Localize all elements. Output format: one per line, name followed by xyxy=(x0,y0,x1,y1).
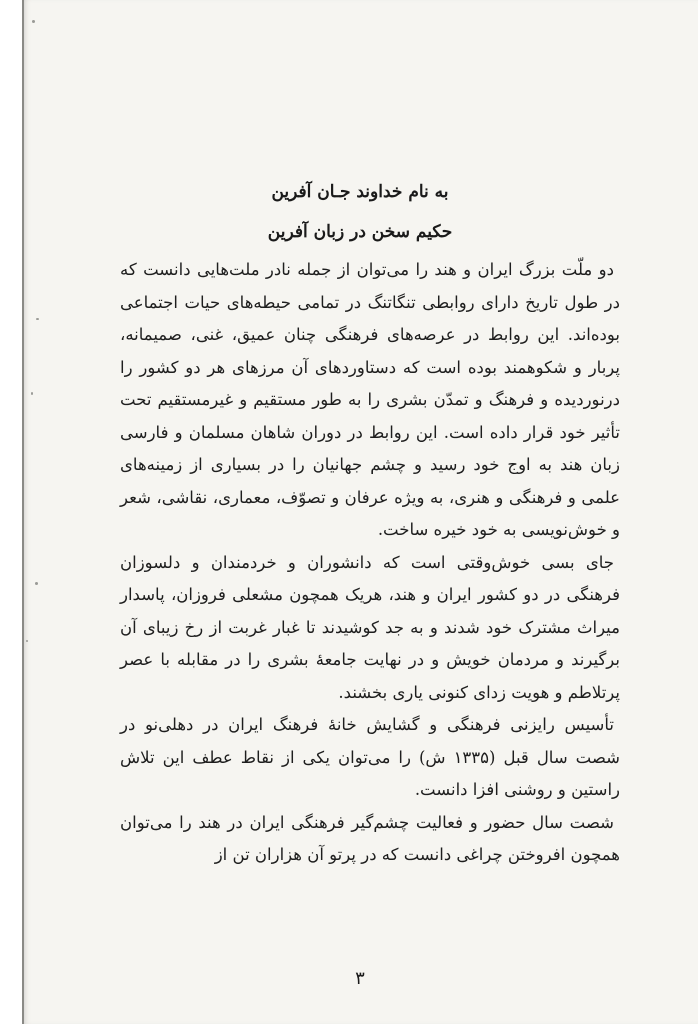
heading-line-2: حکیم سخن در زبان آفرین xyxy=(267,222,453,242)
page-number: ۳ xyxy=(355,968,365,989)
scan-speck xyxy=(32,20,35,23)
body-text xyxy=(120,254,620,872)
paragraph-4: شصت سال حضور و فعالیت چشم‌گیر فرهنگی ایران در هند را می‌توان همچون افروختن چراغی دانست که در پرتو آن هزاران تن از xyxy=(120,812,620,864)
paragraph-1: دو ملّت بزرگ ایران و هند را می‌توان از جمله نادر ملت‌هایی دانست که در طول تاریخ دارای روابطی تنگاتنگ در تمامی حیطه‌های حیات اجتماعی بوده‌اند. این روابط در عرصه‌های فرهنگی چنان عمیق، غنی، صمیمانه، پربار و شکوهمند بوده است که دستاوردهای آن مرزهای هر دو کشور را درنوردیده و فرهنگ و تمدّن بشری را به طور مستقیم و غیرمستقیم تحت تأثیر خود قرار داده است. این روابط در دوران شاهان مسلمان و فارسی زبان هند به اوج خود رسید و چشم جهانیان را در بسیاری از زمینه‌های علمی و فرهنگی و هنری، به ویژه عرفان و تصوّف، معماری، نقاشی، شعر و خوش‌نویسی به خود خیره ساخت. xyxy=(120,260,620,539)
scan-speck xyxy=(26,640,28,642)
scan-speck xyxy=(36,318,39,320)
paragraph-3: تأسیس رایزنی فرهنگی و گشایش خانهٔ فرهنگ ایران در دهلی‌نو در شصت سال قبل (۱۳۳۵ ش) را می‌توان یکی از نقاط عطف این تلاش راستین و روشنی افزا دانست. xyxy=(120,715,620,799)
scan-speck xyxy=(31,392,33,395)
paragraph-2: جای بسی خوش‌وقتی است که دانشوران و خردمندان و دلسوزان فرهنگی در دو کشور ایران و هند، هریک همچون مشعلی فروزان، پاسدار میراث مشترک خود شدند و به جد کوشیدند تا غبار غربت از رخ زیبای آن برگیرند و مردمان خویش و در نهایت جامعهٔ بشری را در مقابله با عصر پرتلاطم و هویت زدای کنونی یاری بخشند. xyxy=(120,552,620,702)
heading-line-1: به نام خداوند جـان آفرین xyxy=(271,182,449,202)
scan-speck xyxy=(35,582,38,585)
book-page xyxy=(22,0,698,1024)
